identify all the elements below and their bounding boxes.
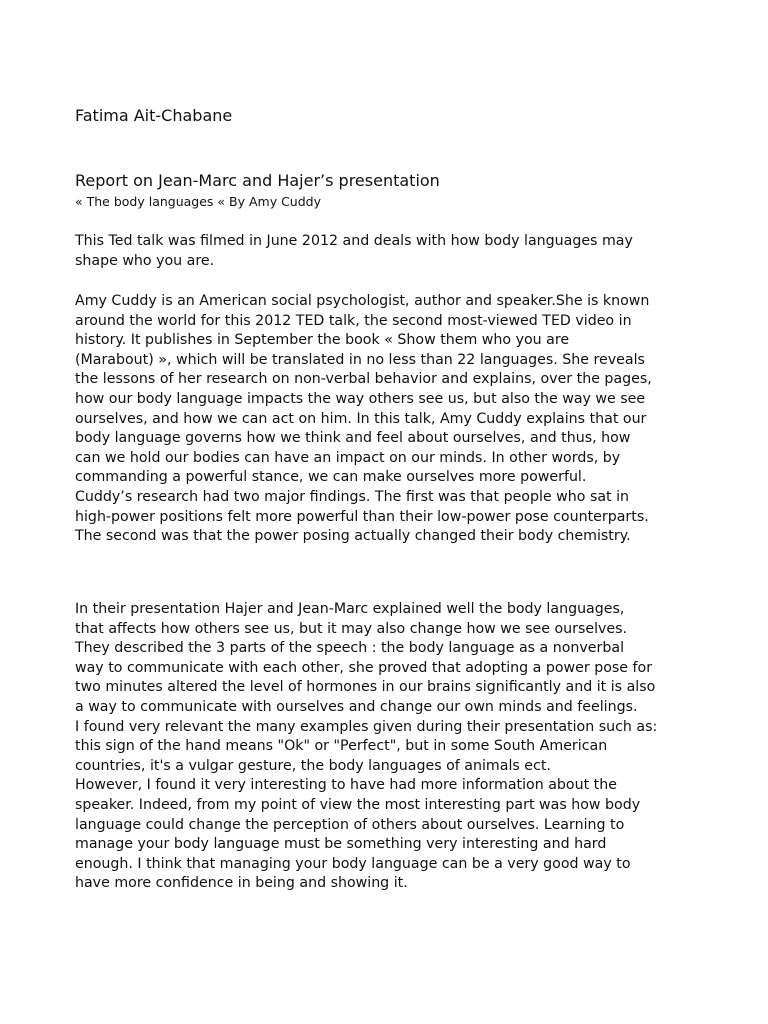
text-line: high-power positions felt more powerful than their low-power pose counterparts. <box>75 508 649 525</box>
text-line: countries, it's a vulgar gesture, the body languages of animals ect. <box>75 757 551 774</box>
text-line: have more confidence in being and showing it. <box>75 875 408 892</box>
paragraph-about-amy-cuddy <box>75 292 715 547</box>
text-line: The second was that the power posing actually changed their body chemistry. <box>75 528 631 545</box>
text-line: Amy Cuddy is an American social psychologist, author and speaker.She is known <box>75 293 650 309</box>
text-line: This Ted talk was filmed in June 2012 and deals with how body languages may <box>75 233 633 249</box>
text-line: the lessons of her research on non-verbal behavior and explains, over the pages, <box>75 371 652 388</box>
text-line: how our body language impacts the way others see us, but also the way we see <box>75 390 646 407</box>
author-name: Fatima Ait-Chabane <box>75 106 233 125</box>
text-line: way to communicate with each other, she proved that adopting a power pose for <box>75 659 653 676</box>
report-subtitle: « The body languages « By Amy Cuddy <box>75 194 321 209</box>
paragraph-intro <box>75 232 715 271</box>
text-line: two minutes altered the level of hormones in our brains significantly and it is also <box>75 679 656 696</box>
text-line: can we hold our bodies can have an impact on our minds. In other words, by <box>75 449 621 466</box>
text-line: I found very relevant the many examples given during their presentation such as: <box>75 718 658 735</box>
paragraph-presentation-review <box>75 600 715 894</box>
report-title: Report on Jean-Marc and Hajer’s presentation <box>75 171 440 190</box>
text-line: commanding a powerful stance, we can make ourselves more powerful. <box>75 469 587 486</box>
text-line: language could change the perception of others about ourselves. Learning to <box>75 816 625 833</box>
text-line: history. It publishes in September the book « Show them who you are <box>75 332 570 349</box>
text-line: this sign of the hand means "Ok" or "Perfect", but in some South American <box>75 738 608 755</box>
text-line: However, I found it very interesting to have had more information about the <box>75 777 617 794</box>
text-line: a way to communicate with ourselves and change our own minds and feelings. <box>75 698 638 715</box>
text-line: They described the 3 parts of the speech : the body language as a nonverbal <box>75 640 625 657</box>
text-line: ourselves, and how we can act on him. In this talk, Amy Cuddy explains that our <box>75 410 647 427</box>
text-line: In their presentation Hajer and Jean-Marc explained well the body languages, <box>75 601 625 617</box>
text-line: shape who you are. <box>75 252 215 269</box>
text-line: speaker. Indeed, from my point of view the most interesting part was how body <box>75 796 641 813</box>
text-line: (Marabout) », which will be translated in no less than 22 languages. She reveals <box>75 351 645 368</box>
text-line: Cuddy’s research had two major findings. The first was that people who sat in <box>75 488 630 505</box>
text-line: around the world for this 2012 TED talk, the second most-viewed TED video in <box>75 312 632 329</box>
text-line: body language governs how we think and feel about ourselves, and thus, how <box>75 430 631 447</box>
text-line: enough. I think that managing your body language can be a very good way to <box>75 855 631 872</box>
text-line: that affects how others see us, but it may also change how we see ourselves. <box>75 620 628 637</box>
text-line: manage your body language must be something very interesting and hard <box>75 836 607 853</box>
